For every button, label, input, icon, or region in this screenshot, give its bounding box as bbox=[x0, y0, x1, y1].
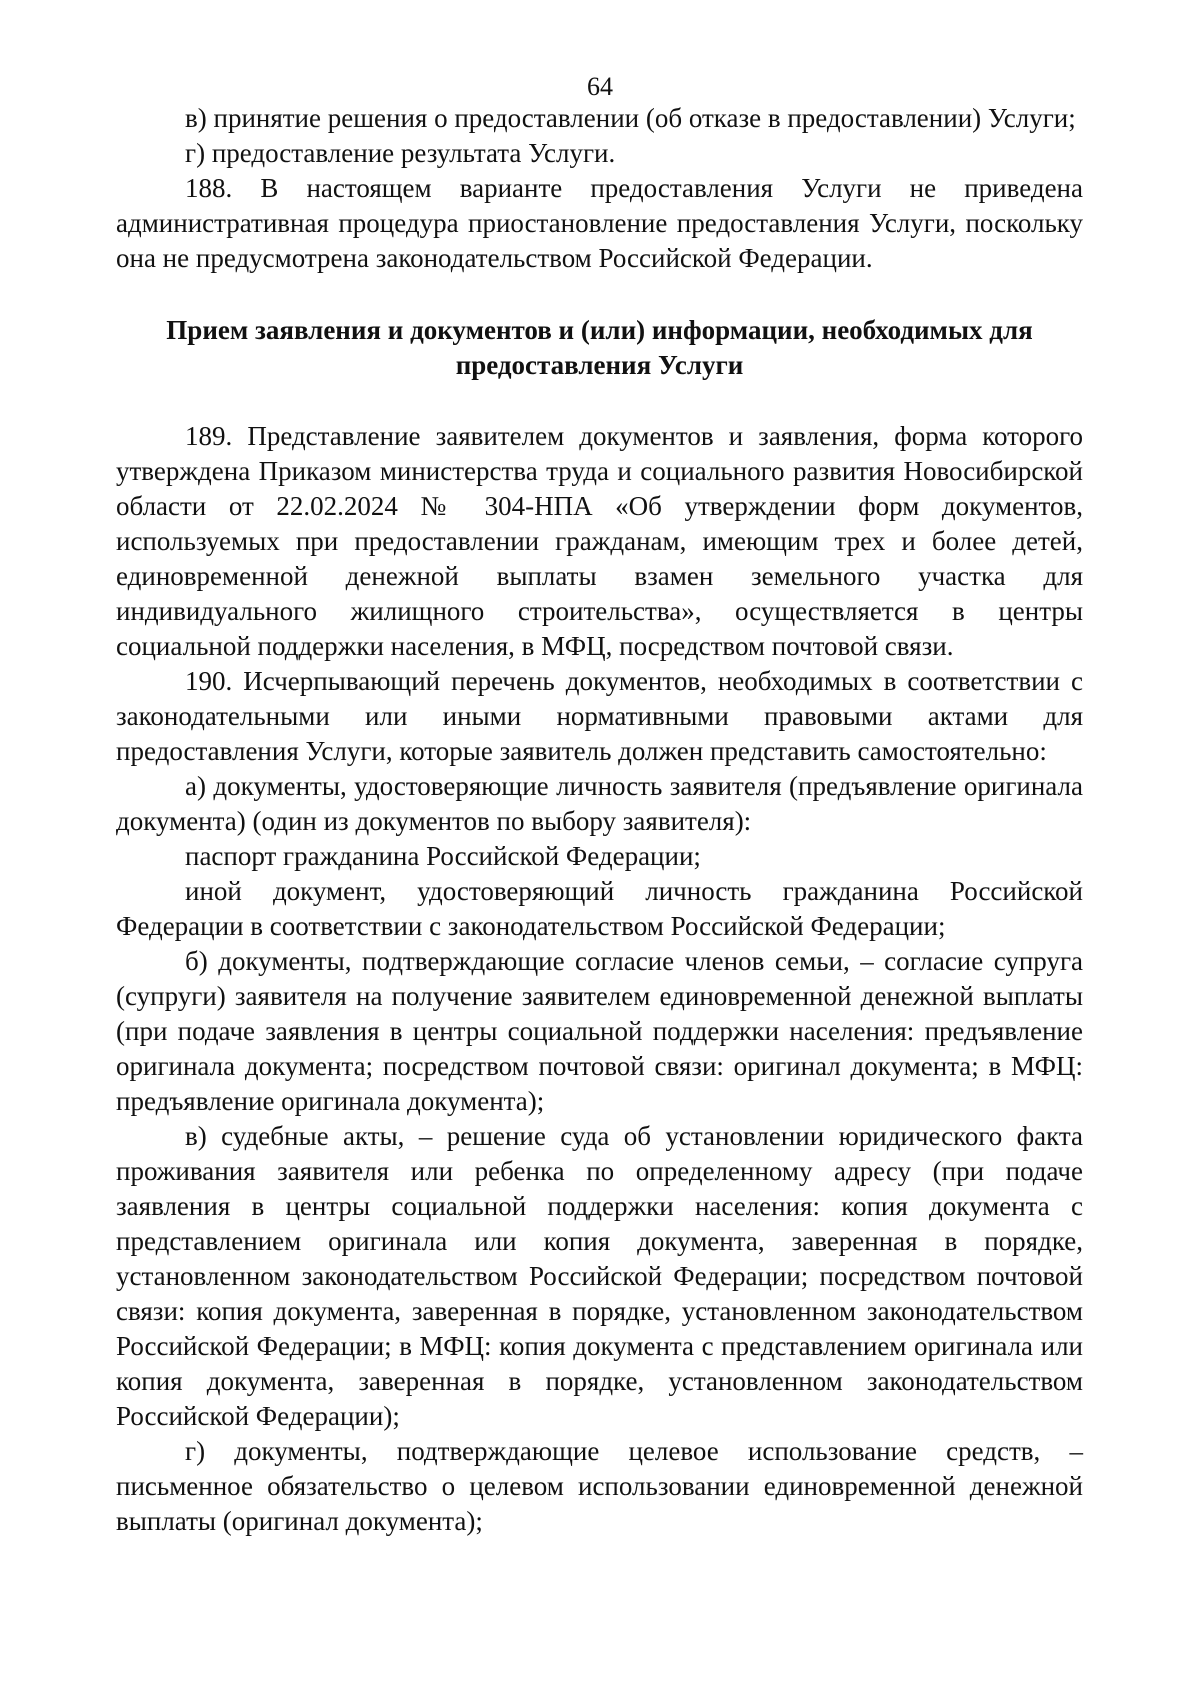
paragraph-item-g: г) предоставление результата Услуги. bbox=[185, 138, 616, 168]
section-heading: Прием заявления и документов и (или) информации, необходимых для предоставления Услуги bbox=[166, 315, 1033, 380]
paragraph-189: 189. Представление заявителем документов и заявления, форма которого утверждена Приказом министерства труда и социального развития Новосибирской области от 22.02.2024 № 304-НПА «Об утверждении форм документов, используемых при предоставлении гражданам, имеющим трех и более детей, единовременной денежной выплаты взамен земельного участка для индивидуального жилищного строительства», осуществляется в центры социальной поддержки населения, в МФЦ, посредством почтовой связи. bbox=[116, 421, 1083, 661]
paragraph-190-a: а) документы, удостоверяющие личность заявителя (предъявление оригинала документа) (один из документов по выбору заявителя): bbox=[116, 771, 1083, 836]
page-number: 64 bbox=[587, 72, 613, 101]
paragraph-190-v: в) судебные акты, – решение суда об установлении юридического факта проживания заявителя или ребенка по определенному адресу (при подаче заявления в центры социальной поддержки населения: копия документа с представлением оригинала или копия документа, заверенная в порядке, установленном законодательством Российской Федерации; посредством почтовой связи: копия документа, заверенная в порядке, установленном законодательством Российской Федерации; в МФЦ: копия документа с представлением оригинала или копия документа, заверенная в порядке, установленном законодательством Российской Федерации); bbox=[116, 1121, 1083, 1431]
paragraph-190: 190. Исчерпывающий перечень документов, необходимых в соответствии с законодательными или иными нормативными правовыми актами для предоставления Услуги, которые заявитель должен представить самостоятельно: bbox=[116, 666, 1083, 766]
document-body bbox=[116, 101, 1083, 1539]
paragraph-190-g: г) документы, подтверждающие целевое использование средств, – письменное обязательство о целевом использовании единовременной денежной выплаты (оригинал документа); bbox=[116, 1436, 1083, 1536]
paragraph-190-b: б) документы, подтверждающие согласие членов семьи, – согласие супруга (супруги) заявителя на получение заявителем единовременной денежной выплаты (при подаче заявления в центры социальной поддержки населения: предъявление оригинала документа; посредством почтовой связи: оригинал документа; в МФЦ: предъявление оригинала документа); bbox=[116, 946, 1083, 1116]
paragraph-passport: паспорт гражданина Российской Федерации; bbox=[185, 841, 701, 871]
paragraph-188: 188. В настоящем варианте предоставления Услуги не приведена административная процедура приостановление предоставления Услуги, поскольку она не предусмотрена законодательством Российской Федерации. bbox=[116, 173, 1083, 273]
paragraph-item-v: в) принятие решения о предоставлении (об отказе в предоставлении) Услуги; bbox=[185, 103, 1076, 133]
paragraph-other-id: иной документ, удостоверяющий личность гражданина Российской Федерации в соответствии с законодательством Российской Федерации; bbox=[116, 876, 1083, 941]
